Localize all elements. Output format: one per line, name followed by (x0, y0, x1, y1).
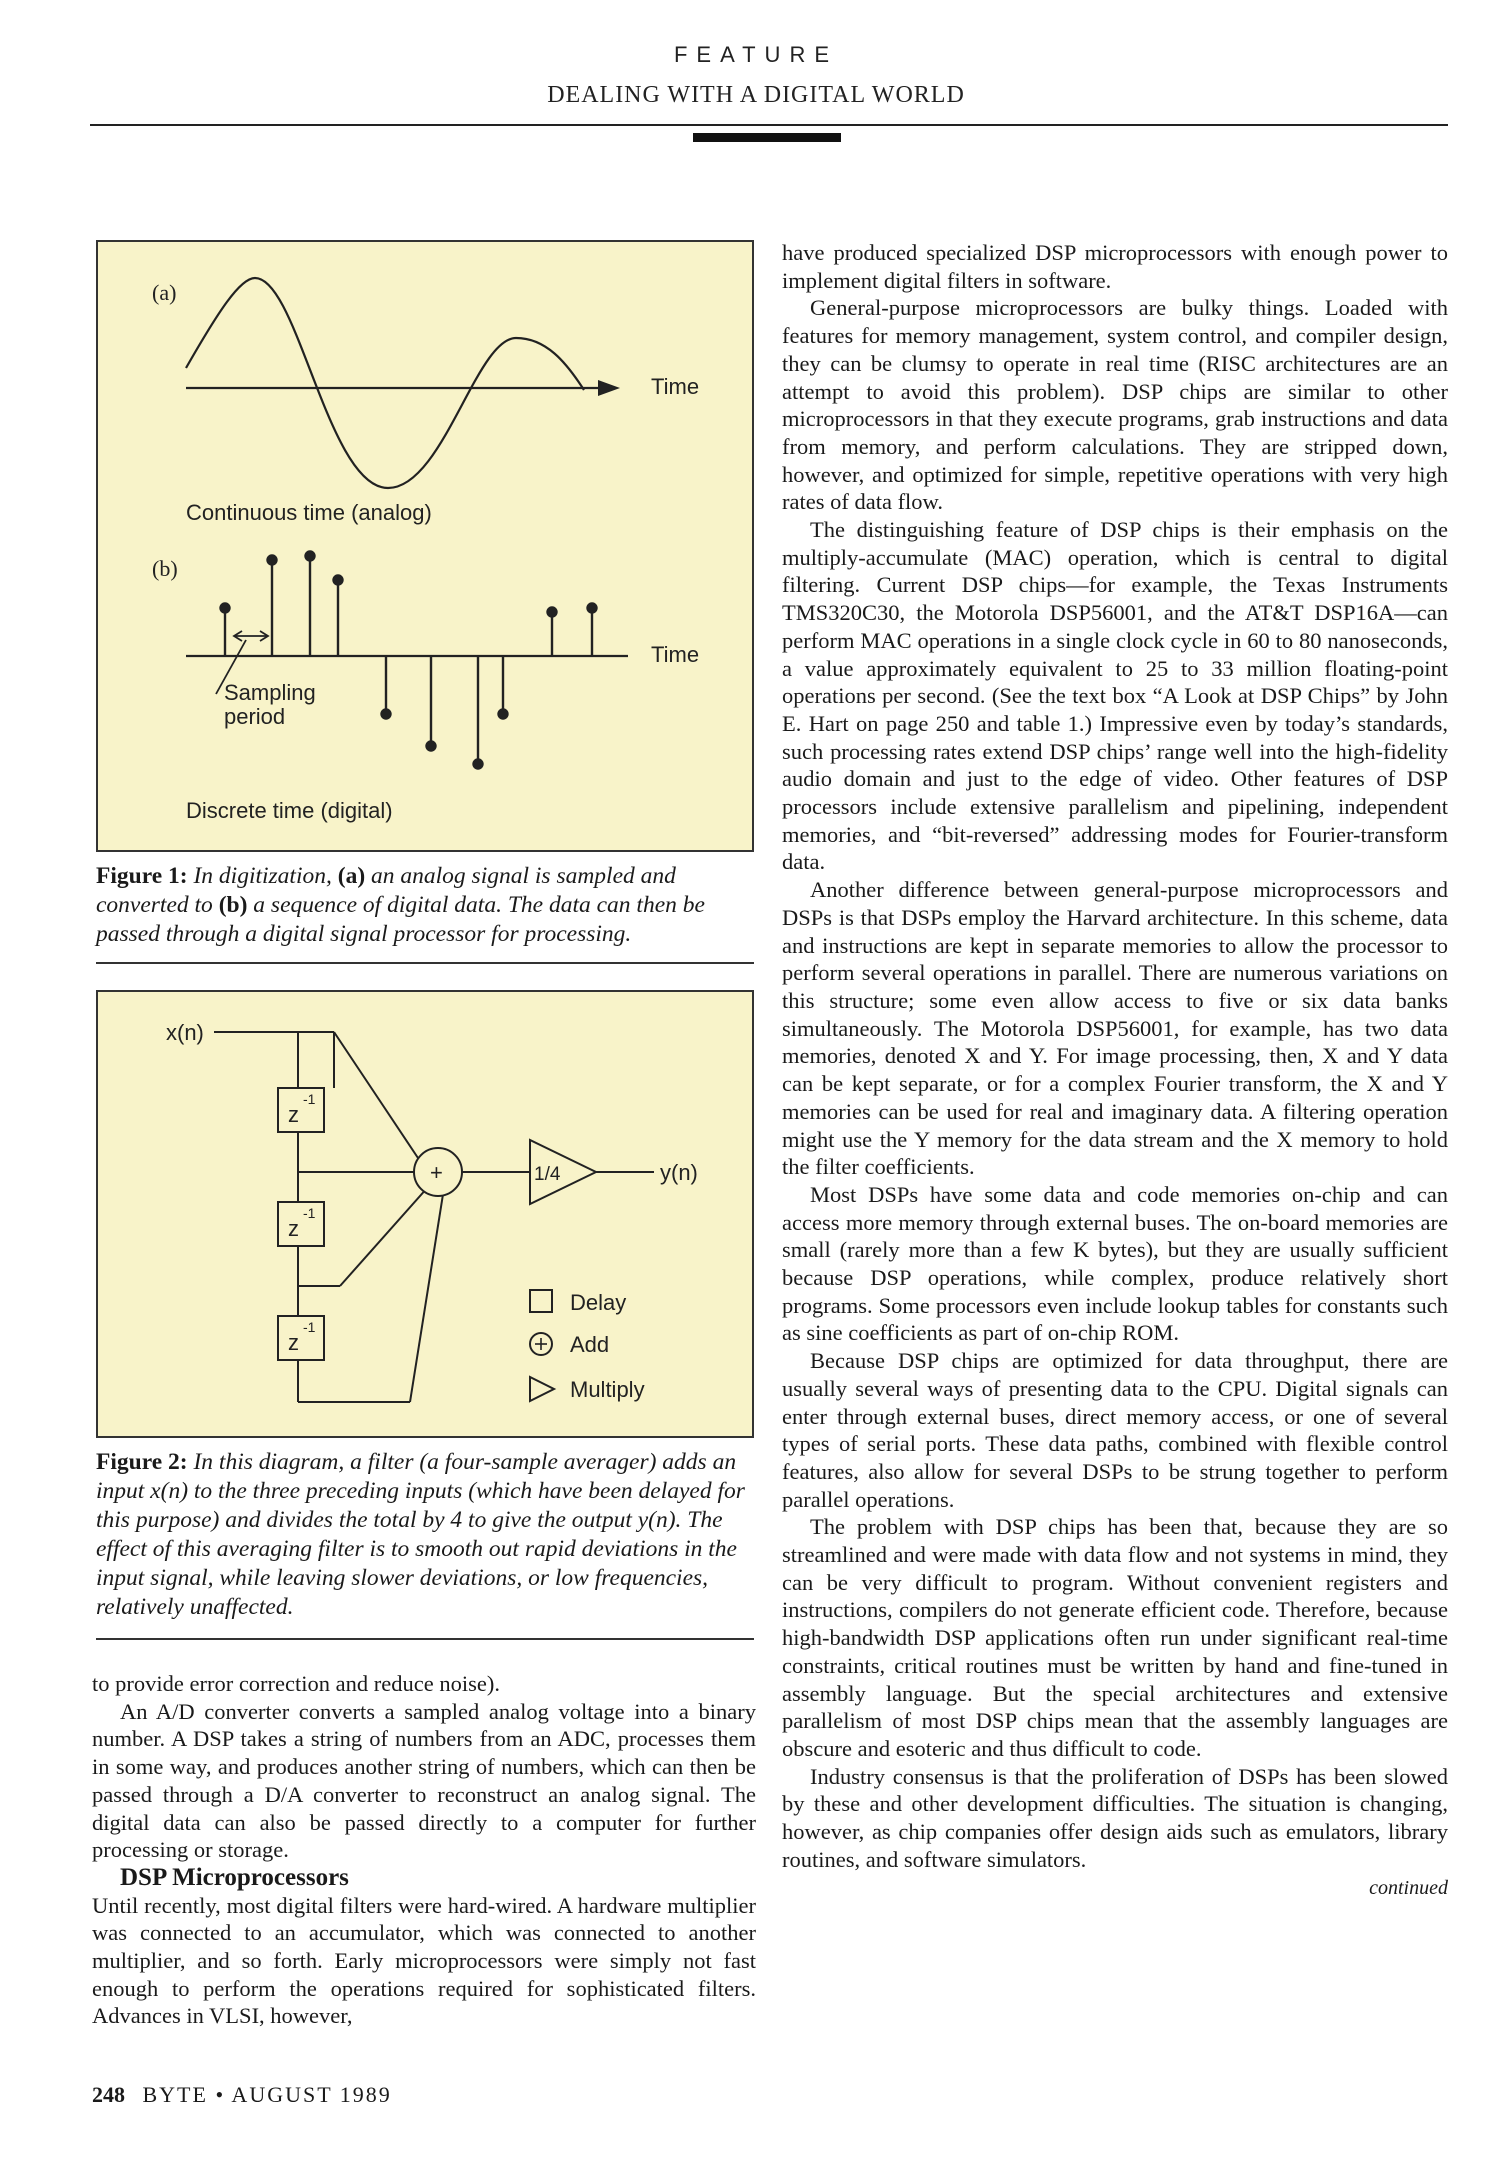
digital-samples (221, 552, 597, 769)
figure-1-label-a: (a) (152, 280, 177, 305)
figure-2-caption-lead: Figure 2: (96, 1449, 188, 1475)
figure-1-caption-text-1: In digitization, (193, 863, 332, 889)
analog-label: Continuous time (analog) (186, 500, 432, 525)
right-paragraph-2: General-purpose microprocessors are bulky things. Loaded with features for memory management, system control, and compiler design, they can be clumsy to operate in real time (RISC architectures are an attempt to avoid this problem). DSP chips are similar to other microprocessors in that they execute programs, grab instructions and data from memory, and perform calculations. They are stripped down, however, and optimized for simple, repetitive operations with very high rates of data flow. (782, 295, 1448, 515)
delay-3-z: z (288, 1330, 299, 1355)
figure-1-label-b: (b) (152, 556, 178, 581)
legend-delay-label: Delay (570, 1290, 627, 1315)
legend-multiply-label: Multiply (570, 1377, 645, 1402)
delay-2-z: z (288, 1216, 299, 1241)
left-paragraph-3: Until recently, most digital filters were hard-wired. A hardware multiplier was connected to an accumulator, which was connected to another multiplier, and so forth. Early microprocessors were simply not fast enough to perform the operations required for sophisticated filters. Advances in VLSI, however, (92, 1892, 756, 2029)
figure-1-caption (96, 862, 754, 949)
section-kicker: FEATURE (673, 42, 839, 67)
right-paragraph-1: have produced specialized DSP microprocessors with enough power to implement digital filters in software. (782, 240, 1448, 293)
page-number: 248 (92, 2082, 125, 2107)
delay-block-2 (278, 1202, 324, 1246)
delay-block-3 (278, 1316, 324, 1360)
adder-node (414, 1148, 462, 1196)
sampling-label-line1: Sampling (224, 680, 316, 705)
figure-1-caption-text-2: an analog signal is sampled and converted to (96, 863, 676, 918)
delay-1-z: z (288, 1102, 299, 1127)
header-accent-bar (693, 133, 841, 142)
delay-1-exponent: -1 (303, 1091, 316, 1107)
analog-sine-wave (186, 278, 584, 488)
right-paragraph-3: The distinguishing feature of DSP chips is their emphasis on the multiply-accumulate (MAC) operation, which is central to digital filtering. Current DSP chips—for example, the Texas Instruments TMS320C30, the Motorola DSP56001, and the AT&T DSP16A—can perform MAC operations in a single clock cycle in 60 to 80 nanoseconds, a value approximately equivalent to 25 to 33 million floating-point operations per second. (See the text box “A Look at DSP Chips” by John E. Hart on page 250 and table 1.) Impressive even by today’s standards, such processing rates extend DSP chips’ range well into the high-fidelity audio domain and just to the edge of video. Other features of DSP processors include extensive parallelism and pipelining, independent memories, and “bit-reversed” addressing modes for Fourier-transform data. (782, 517, 1448, 875)
left-column-text (92, 1670, 756, 2030)
figure-1-caption-b: (b) (218, 892, 248, 918)
figure-2-caption (96, 1448, 754, 1622)
legend-add-label: Add (570, 1332, 610, 1357)
legend-multiply-swatch (530, 1377, 554, 1401)
right-paragraph-7: The problem with DSP chips has been that, because they are so streamlined and were made with data flow and not systems in mind, they can be very difficult to program. Without convenient registers and instructions, compilers do not generate efficient code. Therefore, because high-bandwidth DSP applications often run under significant real-time constraints, critical routines must be written by hand and fine-tuned in assembly language. But the special architectures and extensive parallelism of most DSP chips mean that the assembly languages are obscure and esoteric and thus difficult to code. (782, 1514, 1448, 1761)
continued-note: continued (1369, 1877, 1448, 1900)
right-paragraph-6: Because DSP chips are optimized for data throughput, there are usually several ways of presenting data to the CPU. Digital signals can enter through external buses, direct memory access, or one of several types of serial ports. These data paths, combined with flexible control features, also allow for several DSPs to be strung together to perform parallel operations. (782, 1348, 1448, 1512)
multiplier-label: 1/4 (534, 1164, 561, 1185)
input-label: x(n) (166, 1020, 204, 1045)
figure-2-rule (96, 1638, 754, 1640)
right-paragraph-8: Industry consensus is that the proliferation of DSPs has been slowed by these and other development difficulties. The situation is changing, however, as chip companies offer design aids such as emulators, library routines, and software simulators. (782, 1763, 1448, 1872)
running-title: DEALING WITH A DIGITAL WORLD (547, 82, 965, 108)
delay-3-exponent: -1 (303, 1319, 316, 1335)
header-rule (90, 124, 1448, 126)
figure-1-caption-lead: Figure 1: (96, 863, 188, 889)
figure-2-drawing (98, 992, 756, 1440)
figure-1-rule (96, 962, 754, 964)
time-label-a: Time (651, 374, 700, 399)
legend-delay-swatch (530, 1290, 552, 1312)
figure-2 (96, 990, 754, 1438)
magazine-issue: BYTE • AUGUST 1989 (142, 2082, 392, 2107)
time-label-b: Time (651, 642, 700, 667)
figure-1-drawing (98, 242, 756, 854)
adder-symbol: + (430, 1160, 443, 1185)
left-paragraph-2: An A/D converter converts a sampled analog voltage into a binary number. A DSP takes a string of numbers from an ADC, processes them in some way, and produces another string of numbers, which can then be passed through a D/A converter to reconstruct an analog signal. The digital data can also be passed directly to a computer for further processing or storage. (92, 1698, 756, 1863)
digital-label: Discrete time (digital) (186, 798, 393, 823)
right-paragraph-4: Another difference between general-purpose microprocessors and DSPs is that DSPs employ the Harvard architecture. In this scheme, data and instructions are kept in separate memories to allow the processor to perform several operations in parallel. There are numerous variations on this structure; some even allow access to five or six data banks simultaneously. The Motorola DSP56001, for example, has two data memories, denoted X and Y. For image processing, then, X and Y data can be kept separate, or for a complex Fourier transform, the X and Y memories can be used for real and imaginary data. A filtering operation might use the Y memory for the data stream and the X memory to hold the filter coefficients. (782, 877, 1448, 1180)
delay-block-1 (278, 1088, 324, 1132)
time-axis-a-arrow (598, 380, 620, 396)
sampling-label-line2: period (224, 704, 286, 729)
figure-1-caption-text-3: a sequence of digital data. The data can then be passed through a digital signal processor for processing. (96, 892, 705, 947)
delay-2-exponent: -1 (303, 1205, 316, 1221)
right-paragraph-5: Most DSPs have some data and code memories on-chip and can access more memory through external buses. The on-board memories are small (rarely more than a few K bytes), but they are usually sufficient because DSP operations, while complex, produce relatively short programs. Some processors even include lookup tables for constants such as sine coefficients as part of on-chip ROM. (782, 1181, 1448, 1346)
right-column-text (782, 239, 1448, 1903)
section-heading-dsp-microprocessors: DSP Microprocessors (120, 1863, 349, 1891)
figure-1 (96, 240, 754, 852)
figure-2-caption-text: In this diagram, a filter (a four-sample averager) adds an input x(n) to the three preceding inputs (which have been delayed for this purpose) and divides the total by 4 to give the output y(n). The effect of this averaging filter is to smooth out rapid deviations in the input signal, while leaving slower deviations, or low frequencies, relatively unaffected. (96, 1449, 745, 1620)
legend (530, 1290, 645, 1402)
multiplier-triangle (530, 1140, 596, 1204)
figure-1-caption-a: (a) (337, 863, 366, 889)
left-paragraph-1: to provide error correction and reduce noise). (92, 1671, 500, 1696)
page-footer (92, 2082, 392, 2108)
output-label: y(n) (660, 1160, 698, 1185)
